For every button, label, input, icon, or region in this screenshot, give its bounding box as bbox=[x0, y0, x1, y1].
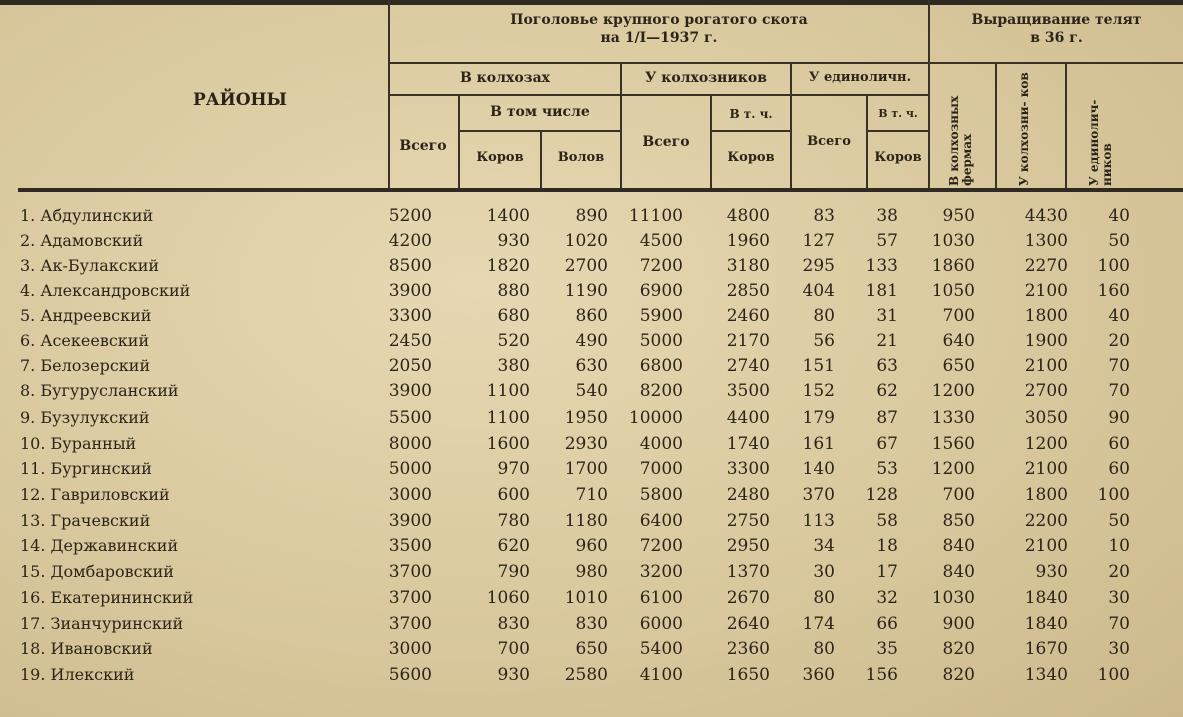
district-name: 9. Бузулукский bbox=[20, 408, 150, 427]
table-cell: 1100 bbox=[486, 381, 530, 401]
table-cell: 100 bbox=[1097, 256, 1130, 276]
divider bbox=[928, 0, 930, 190]
table-cell: 20 bbox=[1108, 562, 1130, 582]
table-cell: 1740 bbox=[726, 434, 770, 454]
table-cell: 2360 bbox=[726, 639, 770, 659]
table-cell: 700 bbox=[942, 485, 975, 505]
table-cell: 1900 bbox=[1024, 331, 1068, 351]
district-name: 2. Адамовский bbox=[20, 231, 144, 250]
vtch-header: В т. ч. bbox=[878, 107, 918, 120]
table-cell: 50 bbox=[1108, 231, 1130, 251]
table-cell: 5900 bbox=[639, 306, 683, 326]
table-cell: 80 bbox=[813, 306, 835, 326]
table-cell: 179 bbox=[802, 408, 835, 428]
divider bbox=[388, 62, 1183, 64]
table-cell: 58 bbox=[876, 511, 898, 531]
table-cell: 87 bbox=[876, 408, 898, 428]
table-cell: 860 bbox=[575, 306, 608, 326]
table-cell: 3700 bbox=[388, 562, 432, 582]
u-kolhoznikov-header: У колхозников bbox=[645, 70, 767, 86]
table-cell: 62 bbox=[876, 381, 898, 401]
district-name: 10. Буранный bbox=[20, 434, 137, 453]
district-name: 18. Ивановский bbox=[20, 639, 153, 658]
table-cell: 1050 bbox=[931, 281, 975, 301]
table-cell: 1820 bbox=[486, 256, 530, 276]
table-cell: 1200 bbox=[1024, 434, 1068, 454]
u-edinolichn-header: У единоличн. bbox=[808, 70, 912, 85]
table-cell: 1560 bbox=[931, 434, 975, 454]
table-cell: 1200 bbox=[931, 459, 975, 479]
date-header: на 1/I—1937 г. bbox=[600, 30, 718, 46]
district-name: 11. Бургинский bbox=[20, 459, 152, 478]
table-cell: 3700 bbox=[388, 588, 432, 608]
table-cell: 490 bbox=[575, 331, 608, 351]
table-cell: 2670 bbox=[726, 588, 770, 608]
table-cell: 80 bbox=[813, 639, 835, 659]
korov-header: Коров bbox=[874, 150, 922, 165]
table-row bbox=[0, 536, 1183, 560]
table-row bbox=[0, 511, 1183, 535]
table-cell: 6100 bbox=[639, 588, 683, 608]
table-cell: 600 bbox=[497, 485, 530, 505]
table-cell: 1020 bbox=[564, 231, 608, 251]
table-cell: 66 bbox=[876, 614, 898, 634]
vsego-header: Всего bbox=[642, 134, 690, 150]
table-cell: 40 bbox=[1108, 306, 1130, 326]
table-cell: 790 bbox=[497, 562, 530, 582]
table-cell: 8200 bbox=[639, 381, 683, 401]
table-cell: 1840 bbox=[1024, 588, 1068, 608]
table-cell: 4800 bbox=[726, 206, 770, 226]
table-cell: 30 bbox=[1108, 588, 1130, 608]
table-cell: 127 bbox=[802, 231, 835, 251]
v-kolhozah-header: В колхозах bbox=[459, 70, 551, 86]
table-cell: 1650 bbox=[726, 665, 770, 685]
table-cell: 2480 bbox=[726, 485, 770, 505]
divider bbox=[866, 130, 928, 132]
table-cell: 1600 bbox=[486, 434, 530, 454]
table-cell: 20 bbox=[1108, 331, 1130, 351]
table-cell: 360 bbox=[802, 665, 835, 685]
table-cell: 840 bbox=[942, 536, 975, 556]
table-cell: 100 bbox=[1097, 485, 1130, 505]
table-row bbox=[0, 256, 1183, 280]
district-name: 12. Гавриловский bbox=[20, 485, 170, 504]
table-cell: 2700 bbox=[564, 256, 608, 276]
table-cell: 80 bbox=[813, 588, 835, 608]
rayony-header: РАЙОНЫ bbox=[193, 90, 287, 110]
table-cell: 32 bbox=[876, 588, 898, 608]
table-row bbox=[0, 231, 1183, 255]
table-cell: 620 bbox=[497, 536, 530, 556]
table-row bbox=[0, 306, 1183, 330]
table-cell: 930 bbox=[497, 665, 530, 685]
table-cell: 18 bbox=[876, 536, 898, 556]
table-cell: 5400 bbox=[639, 639, 683, 659]
district-name: 13. Грачевский bbox=[20, 511, 151, 530]
table-cell: 2100 bbox=[1024, 356, 1068, 376]
table-cell: 1800 bbox=[1024, 485, 1068, 505]
divider bbox=[1065, 62, 1067, 190]
table-cell: 31 bbox=[876, 306, 898, 326]
table-cell: 3050 bbox=[1024, 408, 1068, 428]
table-cell: 780 bbox=[497, 511, 530, 531]
table-cell: 1190 bbox=[564, 281, 608, 301]
table-cell: 6900 bbox=[639, 281, 683, 301]
table-cell: 1100 bbox=[486, 408, 530, 428]
table-cell: 1670 bbox=[1024, 639, 1068, 659]
table-row bbox=[0, 588, 1183, 612]
table-cell: 113 bbox=[802, 511, 835, 531]
v-tom-chisle-header: В том числе bbox=[490, 104, 590, 120]
table-cell: 1800 bbox=[1024, 306, 1068, 326]
v-kolh-fermah-header: В колхозных фермах bbox=[947, 95, 974, 186]
table-cell: 1960 bbox=[726, 231, 770, 251]
table-cell: 710 bbox=[575, 485, 608, 505]
table-cell: 2850 bbox=[726, 281, 770, 301]
table-cell: 151 bbox=[802, 356, 835, 376]
table-cell: 2640 bbox=[726, 614, 770, 634]
table-cell: 2450 bbox=[388, 331, 432, 351]
table-cell: 90 bbox=[1108, 408, 1130, 428]
table-cell: 3300 bbox=[388, 306, 432, 326]
pogolove-header: Поголовье крупного рогатого скота bbox=[510, 12, 808, 28]
table-row bbox=[0, 639, 1183, 663]
table-cell: 4400 bbox=[726, 408, 770, 428]
table-cell: 4430 bbox=[1024, 206, 1068, 226]
table-cell: 7200 bbox=[639, 536, 683, 556]
district-name: 1. Абдулинский bbox=[20, 206, 154, 225]
table-cell: 1010 bbox=[564, 588, 608, 608]
table-cell: 2270 bbox=[1024, 256, 1068, 276]
table-cell: 1200 bbox=[931, 381, 975, 401]
district-name: 19. Илекский bbox=[20, 665, 135, 684]
table-cell: 2700 bbox=[1024, 381, 1068, 401]
table-cell: 30 bbox=[1108, 639, 1130, 659]
table-cell: 100 bbox=[1097, 665, 1130, 685]
vsego-header: Всего bbox=[399, 138, 447, 154]
table-cell: 5000 bbox=[388, 459, 432, 479]
table-cell: 152 bbox=[802, 381, 835, 401]
v36-header: в 36 г. bbox=[1030, 30, 1083, 46]
table-cell: 3900 bbox=[388, 381, 432, 401]
district-name: 17. Зианчуринский bbox=[20, 614, 184, 633]
table-cell: 3700 bbox=[388, 614, 432, 634]
table-cell: 6800 bbox=[639, 356, 683, 376]
table-cell: 2050 bbox=[388, 356, 432, 376]
table-cell: 35 bbox=[876, 639, 898, 659]
table-row bbox=[0, 459, 1183, 483]
table-cell: 17 bbox=[876, 562, 898, 582]
table-cell: 2100 bbox=[1024, 281, 1068, 301]
table-cell: 6000 bbox=[639, 614, 683, 634]
table-cell: 820 bbox=[942, 665, 975, 685]
table-cell: 2170 bbox=[726, 331, 770, 351]
table-cell: 50 bbox=[1108, 511, 1130, 531]
district-name: 3. Ак-Булакский bbox=[20, 256, 160, 275]
table-cell: 640 bbox=[942, 331, 975, 351]
table-cell: 174 bbox=[802, 614, 835, 634]
table-cell: 930 bbox=[1035, 562, 1068, 582]
table-cell: 70 bbox=[1108, 614, 1130, 634]
table-cell: 1400 bbox=[486, 206, 530, 226]
table-cell: 5500 bbox=[388, 408, 432, 428]
table-cell: 970 bbox=[497, 459, 530, 479]
table-cell: 630 bbox=[575, 356, 608, 376]
table-cell: 830 bbox=[575, 614, 608, 634]
divider bbox=[458, 130, 620, 132]
table-cell: 30 bbox=[813, 562, 835, 582]
table-cell: 540 bbox=[575, 381, 608, 401]
table-cell: 404 bbox=[802, 281, 835, 301]
table-row bbox=[0, 206, 1183, 230]
table-cell: 70 bbox=[1108, 356, 1130, 376]
table-cell: 1340 bbox=[1024, 665, 1068, 685]
table-cell: 56 bbox=[813, 331, 835, 351]
table-cell: 3000 bbox=[388, 639, 432, 659]
table-cell: 60 bbox=[1108, 459, 1130, 479]
table-row bbox=[0, 381, 1183, 405]
table-cell: 10 bbox=[1108, 536, 1130, 556]
table-cell: 70 bbox=[1108, 381, 1130, 401]
table-cell: 830 bbox=[497, 614, 530, 634]
table-cell: 2580 bbox=[564, 665, 608, 685]
table-cell: 5600 bbox=[388, 665, 432, 685]
table-cell: 900 bbox=[942, 614, 975, 634]
table-cell: 820 bbox=[942, 639, 975, 659]
table-cell: 3900 bbox=[388, 281, 432, 301]
table-cell: 950 bbox=[942, 206, 975, 226]
table-cell: 1030 bbox=[931, 231, 975, 251]
table-cell: 1300 bbox=[1024, 231, 1068, 251]
u-kolhoznikov-vert-header: У колхозни- ков bbox=[1017, 72, 1031, 186]
table-cell: 1840 bbox=[1024, 614, 1068, 634]
table-cell: 11100 bbox=[628, 206, 683, 226]
korov-header: Коров bbox=[727, 150, 775, 165]
top-rule bbox=[0, 0, 1183, 5]
table-row bbox=[0, 562, 1183, 586]
table-cell: 700 bbox=[942, 306, 975, 326]
table-cell: 7200 bbox=[639, 256, 683, 276]
district-name: 14. Державинский bbox=[20, 536, 179, 555]
table-cell: 1700 bbox=[564, 459, 608, 479]
vsego-header: Всего bbox=[807, 134, 851, 149]
table-cell: 1950 bbox=[564, 408, 608, 428]
divider bbox=[710, 130, 790, 132]
table-cell: 1370 bbox=[726, 562, 770, 582]
table-cell: 60 bbox=[1108, 434, 1130, 454]
table-cell: 3180 bbox=[726, 256, 770, 276]
district-name: 8. Бугурусланский bbox=[20, 381, 179, 400]
table-cell: 181 bbox=[865, 281, 898, 301]
table-cell: 4100 bbox=[639, 665, 683, 685]
table-cell: 880 bbox=[497, 281, 530, 301]
table-cell: 2100 bbox=[1024, 536, 1068, 556]
vyrashchivanie-header: Выращивание телят bbox=[971, 12, 1142, 28]
table-cell: 2100 bbox=[1024, 459, 1068, 479]
table-cell: 7000 bbox=[639, 459, 683, 479]
table-cell: 1060 bbox=[486, 588, 530, 608]
table-cell: 680 bbox=[497, 306, 530, 326]
table-cell: 10000 bbox=[628, 408, 683, 428]
table-cell: 650 bbox=[575, 639, 608, 659]
table-cell: 3500 bbox=[726, 381, 770, 401]
table-cell: 3900 bbox=[388, 511, 432, 531]
district-name: 4. Александровский bbox=[20, 281, 191, 300]
table-cell: 840 bbox=[942, 562, 975, 582]
table-cell: 380 bbox=[497, 356, 530, 376]
table-cell: 40 bbox=[1108, 206, 1130, 226]
table-row bbox=[0, 281, 1183, 305]
table-cell: 1030 bbox=[931, 588, 975, 608]
table-cell: 21 bbox=[876, 331, 898, 351]
table-row bbox=[0, 356, 1183, 380]
table-cell: 3200 bbox=[639, 562, 683, 582]
table-cell: 5200 bbox=[388, 206, 432, 226]
table-cell: 140 bbox=[802, 459, 835, 479]
table-cell: 156 bbox=[865, 665, 898, 685]
table-cell: 930 bbox=[497, 231, 530, 251]
table-cell: 161 bbox=[802, 434, 835, 454]
table-cell: 83 bbox=[813, 206, 835, 226]
table-cell: 1860 bbox=[931, 256, 975, 276]
table-row bbox=[0, 614, 1183, 638]
table-cell: 133 bbox=[865, 256, 898, 276]
table-row bbox=[0, 665, 1183, 689]
table-row bbox=[0, 331, 1183, 355]
table-cell: 3500 bbox=[388, 536, 432, 556]
vtch-header: В т. ч. bbox=[729, 107, 773, 121]
table-cell: 650 bbox=[942, 356, 975, 376]
table-cell: 3000 bbox=[388, 485, 432, 505]
table-cell: 2930 bbox=[564, 434, 608, 454]
table-cell: 960 bbox=[575, 536, 608, 556]
u-edinolichnikov-header: У единолич- ников bbox=[1087, 99, 1114, 186]
table-row bbox=[0, 485, 1183, 509]
district-name: 6. Асекеевский bbox=[20, 331, 150, 350]
table-cell: 128 bbox=[865, 485, 898, 505]
table-cell: 160 bbox=[1097, 281, 1130, 301]
table-cell: 370 bbox=[802, 485, 835, 505]
table-cell: 6400 bbox=[639, 511, 683, 531]
table-cell: 5800 bbox=[639, 485, 683, 505]
table-cell: 4200 bbox=[388, 231, 432, 251]
table-cell: 700 bbox=[497, 639, 530, 659]
table-cell: 5000 bbox=[639, 331, 683, 351]
table-cell: 4500 bbox=[639, 231, 683, 251]
volov-header: Волов bbox=[557, 150, 605, 165]
table-cell: 4000 bbox=[639, 434, 683, 454]
table-cell: 2200 bbox=[1024, 511, 1068, 531]
table-cell: 8500 bbox=[388, 256, 432, 276]
district-name: 15. Домбаровский bbox=[20, 562, 174, 581]
table-cell: 3300 bbox=[726, 459, 770, 479]
table-row bbox=[0, 408, 1183, 432]
table-cell: 850 bbox=[942, 511, 975, 531]
korov-header: Коров bbox=[476, 150, 524, 165]
table-cell: 2950 bbox=[726, 536, 770, 556]
divider bbox=[388, 94, 928, 96]
district-name: 5. Андреевский bbox=[20, 306, 152, 325]
table-cell: 520 bbox=[497, 331, 530, 351]
table-cell: 67 bbox=[876, 434, 898, 454]
table-cell: 2740 bbox=[726, 356, 770, 376]
table-cell: 38 bbox=[876, 206, 898, 226]
header-bottom-rule bbox=[18, 188, 1183, 192]
table-cell: 2750 bbox=[726, 511, 770, 531]
table-cell: 980 bbox=[575, 562, 608, 582]
table-cell: 1180 bbox=[564, 511, 608, 531]
divider bbox=[995, 62, 997, 190]
table-cell: 34 bbox=[813, 536, 835, 556]
table-cell: 8000 bbox=[388, 434, 432, 454]
table-cell: 2460 bbox=[726, 306, 770, 326]
table-cell: 53 bbox=[876, 459, 898, 479]
table-row bbox=[0, 434, 1183, 458]
table-cell: 295 bbox=[802, 256, 835, 276]
table-cell: 890 bbox=[575, 206, 608, 226]
table-cell: 1330 bbox=[931, 408, 975, 428]
district-name: 16. Екатерининский bbox=[20, 588, 194, 607]
district-name: 7. Белозерский bbox=[20, 356, 151, 375]
table-cell: 63 bbox=[876, 356, 898, 376]
table-cell: 57 bbox=[876, 231, 898, 251]
